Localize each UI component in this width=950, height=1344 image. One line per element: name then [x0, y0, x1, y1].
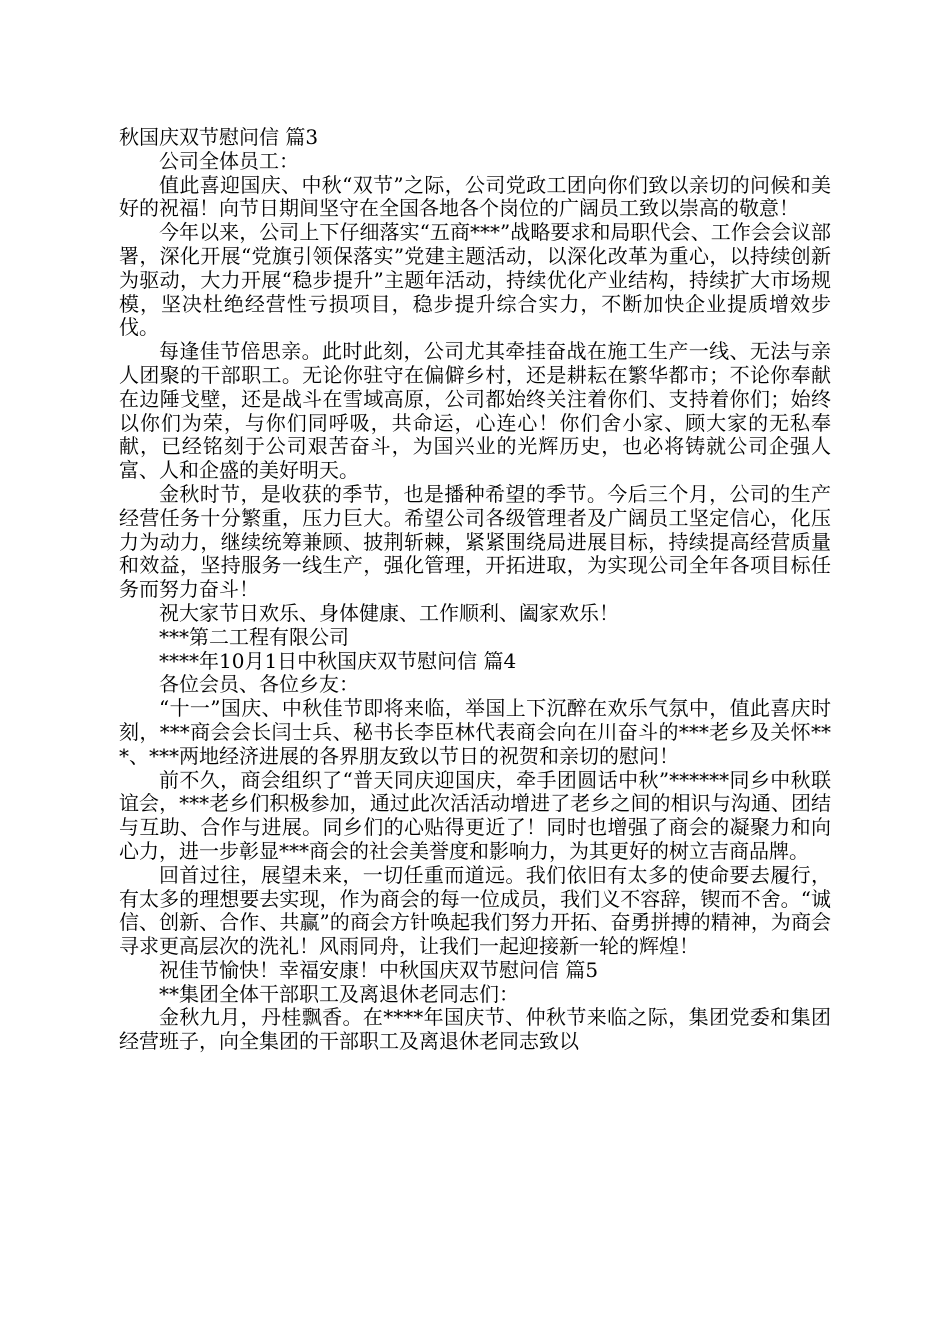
closing-wishes-3: 祝大家节日欢乐、身体健康、工作顺利、阖家欢乐！ [159, 600, 619, 625]
salutation-4: 各位会员、各位乡友： [159, 672, 359, 697]
body-paragraph: 今年以来，公司上下仔细落实“五商***”战略要求和局职代会、工作会会议部署，深化开展“党旗引领保落实”党建主题活动，以深化改革为重心，以持续创新为驱动，大力开展“稳步提升”主题年活动，持续优化产业结构，持续扩大市场规模，坚决杜绝经营性亏损项目，稳步提升综合实力，不断加快企业提质增效步伐。 [119, 220, 831, 340]
salutation-3: 公司全体员工： [159, 148, 299, 173]
date-and-section-title-4: ****年10月1日中秋国庆双节慰问信 篇4 [159, 648, 517, 673]
salutation-5: **集团全体干部职工及离退休老同志们： [159, 981, 519, 1006]
body-paragraph: “十一”国庆、中秋佳节即将来临，举国上下沉醉在欢乐气氛中，值此喜庆时刻，***商会会长闫士兵、秘书长李臣林代表商会向在川奋斗的***老乡及关怀***、***两地经济进展的各界朋友致以节日的祝贺和亲切的慰问！ [119, 696, 831, 768]
body-paragraph: 回首过往，展望未来，一切任重而道远。我们依旧有太多的使命要去履行，有太多的理想要去实现，作为商会的每一位成员，我们义不容辞，锲而不舍。“诚信、创新、合作、共赢”的商会方针唤起我们努力开拓、奋勇拼搏的精神，为商会寻求更高层次的洗礼！风雨同舟，让我们一起迎接新一轮的辉煌！ [119, 862, 831, 959]
body-paragraph: 每逢佳节倍思亲。此时此刻，公司尤其牵挂奋战在施工生产一线、无法与亲人团聚的干部职工。无论你驻守在偏僻乡村，还是耕耘在繁华都市；不论你奉献在边陲戈壁，还是战斗在雪域高原，公司都始终关注着你们、支持着你们；始终以你们为荣，与你们同呼吸，共命运，心连心！你们舍小家、顾大家的无私奉献，已经铭刻于公司艰苦奋斗，为国兴业的光辉历史，也必将铸就公司企强人富、人和企盛的美好明天。 [119, 339, 831, 483]
body-paragraph: 前不久，商会组织了“普天同庆迎国庆，牵手团圆话中秋”******同乡中秋联谊会，***老乡们积极参加，通过此次活活动增进了老乡之间的相识与沟通、团结与互助、合作与进展。同乡们的心贴得更近了！同时也增强了商会的凝聚力和向心力，进一步彰显***商会的社会美誉度和影响力，为其更好的树立吉商品牌。 [119, 767, 831, 863]
section-title-3: 秋国庆双节慰问信 篇3 [119, 125, 319, 149]
signature-company: ***第二工程有限公司 [159, 624, 349, 649]
body-paragraph: 值此喜迎国庆、中秋“双节”之际，公司党政工团向你们致以亲切的问候和美好的祝福！向节日期间坚守在全国各地各个岗位的广阔员工致以崇高的敬意！ [119, 172, 831, 221]
closing-and-section-title-5: 祝佳节愉快！幸福安康！中秋国庆双节慰问信 篇5 [159, 957, 599, 982]
document-page [119, 126, 831, 1054]
body-paragraph: 金秋时节，是收获的季节，也是播种希望的季节。今后三个月，公司的生产经营任务十分繁重，压力巨大。希望公司各级管理者及广阔员工坚定信心，化压力为动力，继续统筹兼顾、披荆斩棘，紧紧围绕局进展目标，持续提高经营质量和效益，坚持服务一线生产，强化管理，开拓进取，为实现公司全年各项目标任务而努力奋斗！ [119, 481, 831, 602]
body-paragraph: 金秋九月，丹桂飘香。在****年国庆节、仲秋节来临之际，集团党委和集团经营班子，向全集团的干部职工及离退休老同志致以 [119, 1005, 831, 1054]
